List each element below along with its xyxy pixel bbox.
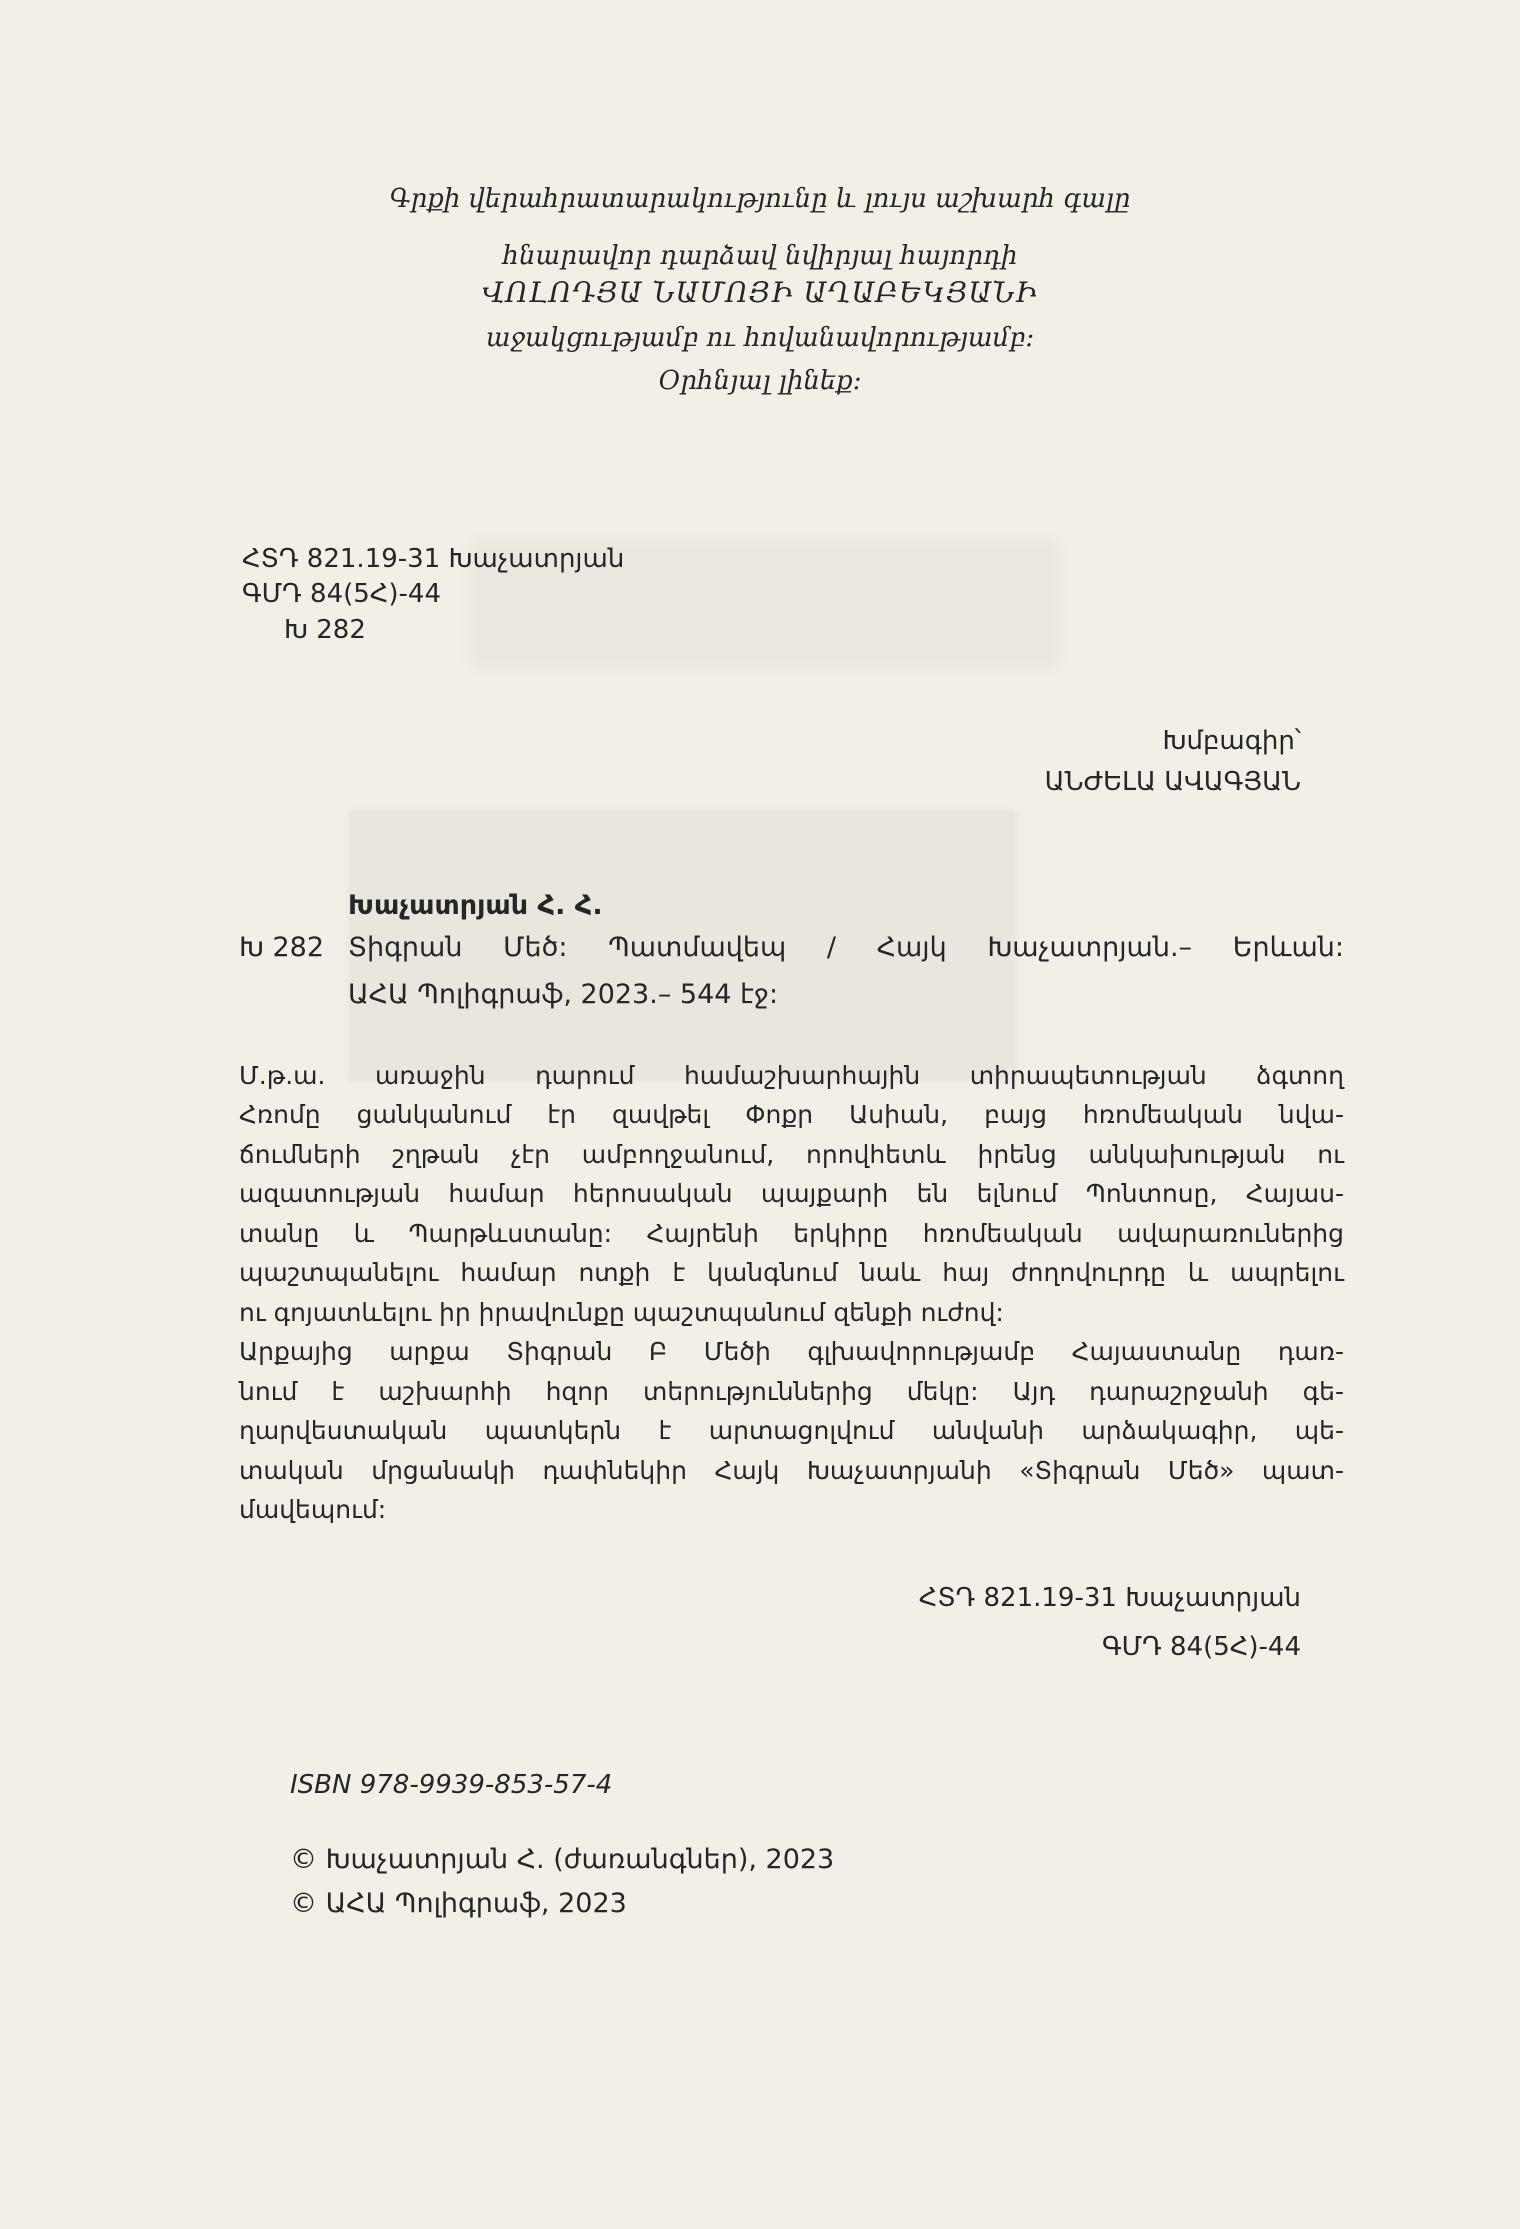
annotation-line: տանը և Պարթևստանը: Հայրենի երկիրը հռոմեական ավարառուներից [239, 1218, 1344, 1248]
blessing-line: Օրհնյալ լինեք: [658, 366, 862, 396]
editor-label: Խմբագիր՝ [1162, 726, 1301, 756]
annotation-line: Մ.թ.ա. առաջին դարում համաշխարհային տիրապետության ձգտող [239, 1061, 1344, 1090]
catalog-title-line: Տիգրան Մեծ: Պատմավեպ / Հայկ Խաչատրյան.– Երևան: [348, 932, 1344, 963]
catalog-publisher-line: ԱՀԱ Պոլիգրաֆ, 2023.– 544 էջ: [348, 979, 779, 1010]
udc-code: ՀՏԴ 821.19-31 Խաչատրյան [242, 544, 625, 574]
annotation-line: ու գոյատևելու իր իրավունքը պաշտպանում զենքի ուժով: [239, 1297, 1004, 1327]
copyright-line: © ԱՀԱ Պոլիգրաֆ, 2023 [290, 1888, 627, 1919]
bbk-code: ԳՄԴ 84(5Հ)-44 [242, 579, 442, 609]
sponsor-note-line: Գրքի վերահրատարակությունը և լույս աշխարհ գալը [389, 184, 1131, 214]
annotation-line: նում է աշխարհի հզոր տերություններից մեկը: Այդ դարաշրջանի գե- [239, 1376, 1344, 1406]
annotation-paragraph [239, 1056, 1344, 1332]
sponsor-note-line: աջակցությամբ ու հովանավորությամբ: [485, 323, 1035, 353]
isbn: ISBN 978-9939-853-57-4 [290, 1770, 613, 1800]
annotation-line: Հռոմը ցանկանում էր զավթել Փոքր Ասիան, բայց հռոմեական նվա- [239, 1100, 1344, 1130]
udc-code: ՀՏԴ 821.19-31 Խաչատրյան [918, 1583, 1301, 1613]
annotation-line: ղարվեստական պատկերն է արտացոլվում անվանի արձակագիր, պե- [239, 1416, 1344, 1446]
author-heading: Խաչատրյան Հ. Հ. [348, 890, 603, 921]
annotation-line: ազատության համար հերոսական պայքարի են ելնում Պոնտոսը, Հայաս- [239, 1179, 1344, 1209]
bbk-code: ԳՄԴ 84(5Հ)-44 [1101, 1632, 1301, 1662]
editor-name: ԱՆԺԵԼԱ ԱՎԱԳՅԱՆ [1044, 767, 1301, 797]
annotation-line: ճումների շղթան չէր ամբողջանում, որովհետև իրենց անկախության ու [239, 1139, 1344, 1169]
catalog-author-mark: Խ 282 [239, 932, 325, 963]
annotation-line: պաշտպանելու համար ոտքի է կանգնում նաև հայ ժողովուրդը և ապրելու [239, 1258, 1344, 1288]
annotation-line: մավեպում: [239, 1494, 387, 1524]
annotation-paragraph [239, 1332, 1344, 1529]
sponsor-note-line: հնարավոր դարձավ նվիրյալ հայորդի [502, 241, 1018, 271]
annotation-line: Արքայից արքա Տիգրան Բ Մեծի գլխավորությամբ Հայաստանը դառ- [239, 1337, 1344, 1367]
sponsor-name: ՎՈԼՈԴՅԱ ՆԱՄՈՅԻ ԱՂԱԲԵԿՅԱՆԻ [481, 276, 1039, 309]
annotation-line: տական մրցանակի դափնեկիր Հայկ Խաչատրյանի «Տիգրան Մեծ» պատ- [239, 1455, 1344, 1485]
author-mark: Խ 282 [284, 615, 366, 645]
copyright-line: © Խաչատրյան Հ. (ժառանգներ), 2023 [290, 1844, 835, 1875]
annotation [239, 1056, 1344, 1529]
